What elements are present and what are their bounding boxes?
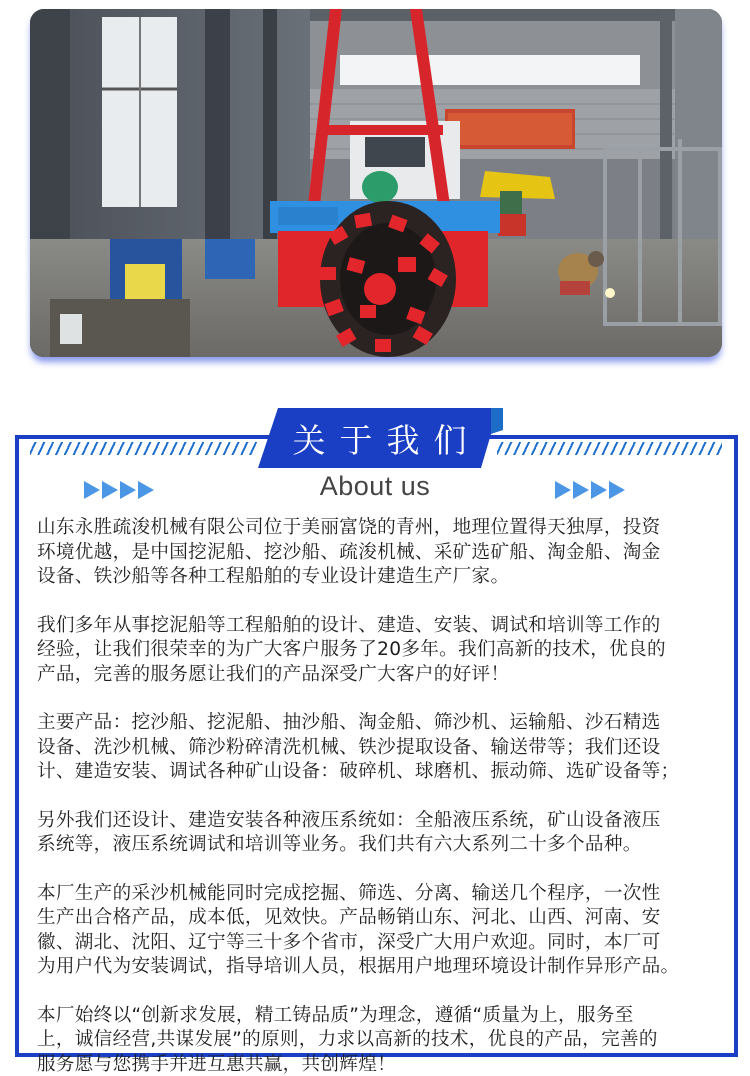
text-line: 本厂生产的采沙机械能同时完成挖掘、筛选、分离、输送几个程序，一次性 (37, 882, 661, 904)
text-line: 系统等，液压系统调试和培训等业务。我们共有六大系列二十多个品种。 (37, 834, 642, 855)
paragraph-intro (37, 516, 721, 590)
text-line: 计、建造安装、调试各种矿山设备：破碎机、球磨机、振动筛、选矿设备等； (37, 761, 680, 782)
decorative-hatch-left (30, 442, 258, 455)
triangle-arrow-icon (555, 481, 571, 499)
section-title-banner (258, 408, 503, 468)
text-line: 上，诚信经营,共谋发展”的原则，力求以高新的技术，优良的产品，完善的 (37, 1029, 658, 1050)
text-line: 我们多年从事挖泥船等工程船舶的设计、建造、安装、调试和培训等工作的 (37, 614, 661, 636)
text-line: 生产出合格产品，成本低，见效快。产品畅销山东、河北、山西、河南、安 (37, 907, 661, 928)
section-subtitle: About us (319, 471, 431, 501)
triangle-arrow-icon (573, 481, 589, 499)
text-line: 主要产品：挖沙船、挖泥船、抽沙船、淘金船、筛沙机、运输船、沙石精选 (37, 712, 661, 733)
text-line: 本厂始终以“创新求发展，精工铸品质”为理念，遵循“质量为上，服务至 (37, 1004, 634, 1026)
factory-photo (30, 9, 722, 357)
paragraph-experience (37, 614, 721, 688)
paragraph-philosophy (37, 1004, 721, 1076)
text-line: 服务愿与您携手并进互惠共赢，共创辉煌！ (37, 1053, 396, 1075)
triangle-arrow-icon (609, 481, 625, 499)
text-line: 山东永胜疏浚机械有限公司位于美丽富饶的青州，地理位置得天独厚，投资 (37, 517, 661, 538)
text-line: 经验，让我们很荣幸的为广大客户服务了20多年。我们高新的技术，优良的 (37, 639, 666, 660)
text-line: 设备、铁沙船等各种工程船舶的专业设计建造生产厂家。 (37, 566, 510, 587)
arrows-right (555, 481, 627, 499)
text-line: 环境优越，是中国挖泥船、挖沙船、疏浚机械、采矿选矿船、淘金船、淘金 (37, 541, 661, 563)
paragraph-market (37, 882, 721, 980)
about-content (37, 516, 721, 1076)
section-title: 关于我们 (292, 420, 481, 460)
text-line: 另外我们还设计、建造安装各种液压系统如：全船液压系统，矿山设备液压 (37, 809, 661, 831)
triangle-arrow-icon (591, 481, 607, 499)
decorative-hatch-right (497, 442, 722, 455)
text-line: 徽、湖北、沈阳、辽宁等三十多个省市，深受广大用户欢迎。同时，本厂可 (37, 931, 661, 953)
text-line: 产品，完善的服务愿让我们的产品深受广大客户的好评！ (37, 663, 510, 685)
paragraph-hydraulics (37, 809, 721, 858)
text-line: 为用户代为安装调试，指导培训人员，根据用户地理环境设计制作异形产品。 (37, 956, 680, 977)
dredger-image (30, 9, 722, 357)
paragraph-products (37, 711, 721, 785)
text-line: 设备、洗沙机械、筛沙粉碎清洗机械、铁沙提取设备、输送带等；我们还设 (37, 736, 661, 758)
